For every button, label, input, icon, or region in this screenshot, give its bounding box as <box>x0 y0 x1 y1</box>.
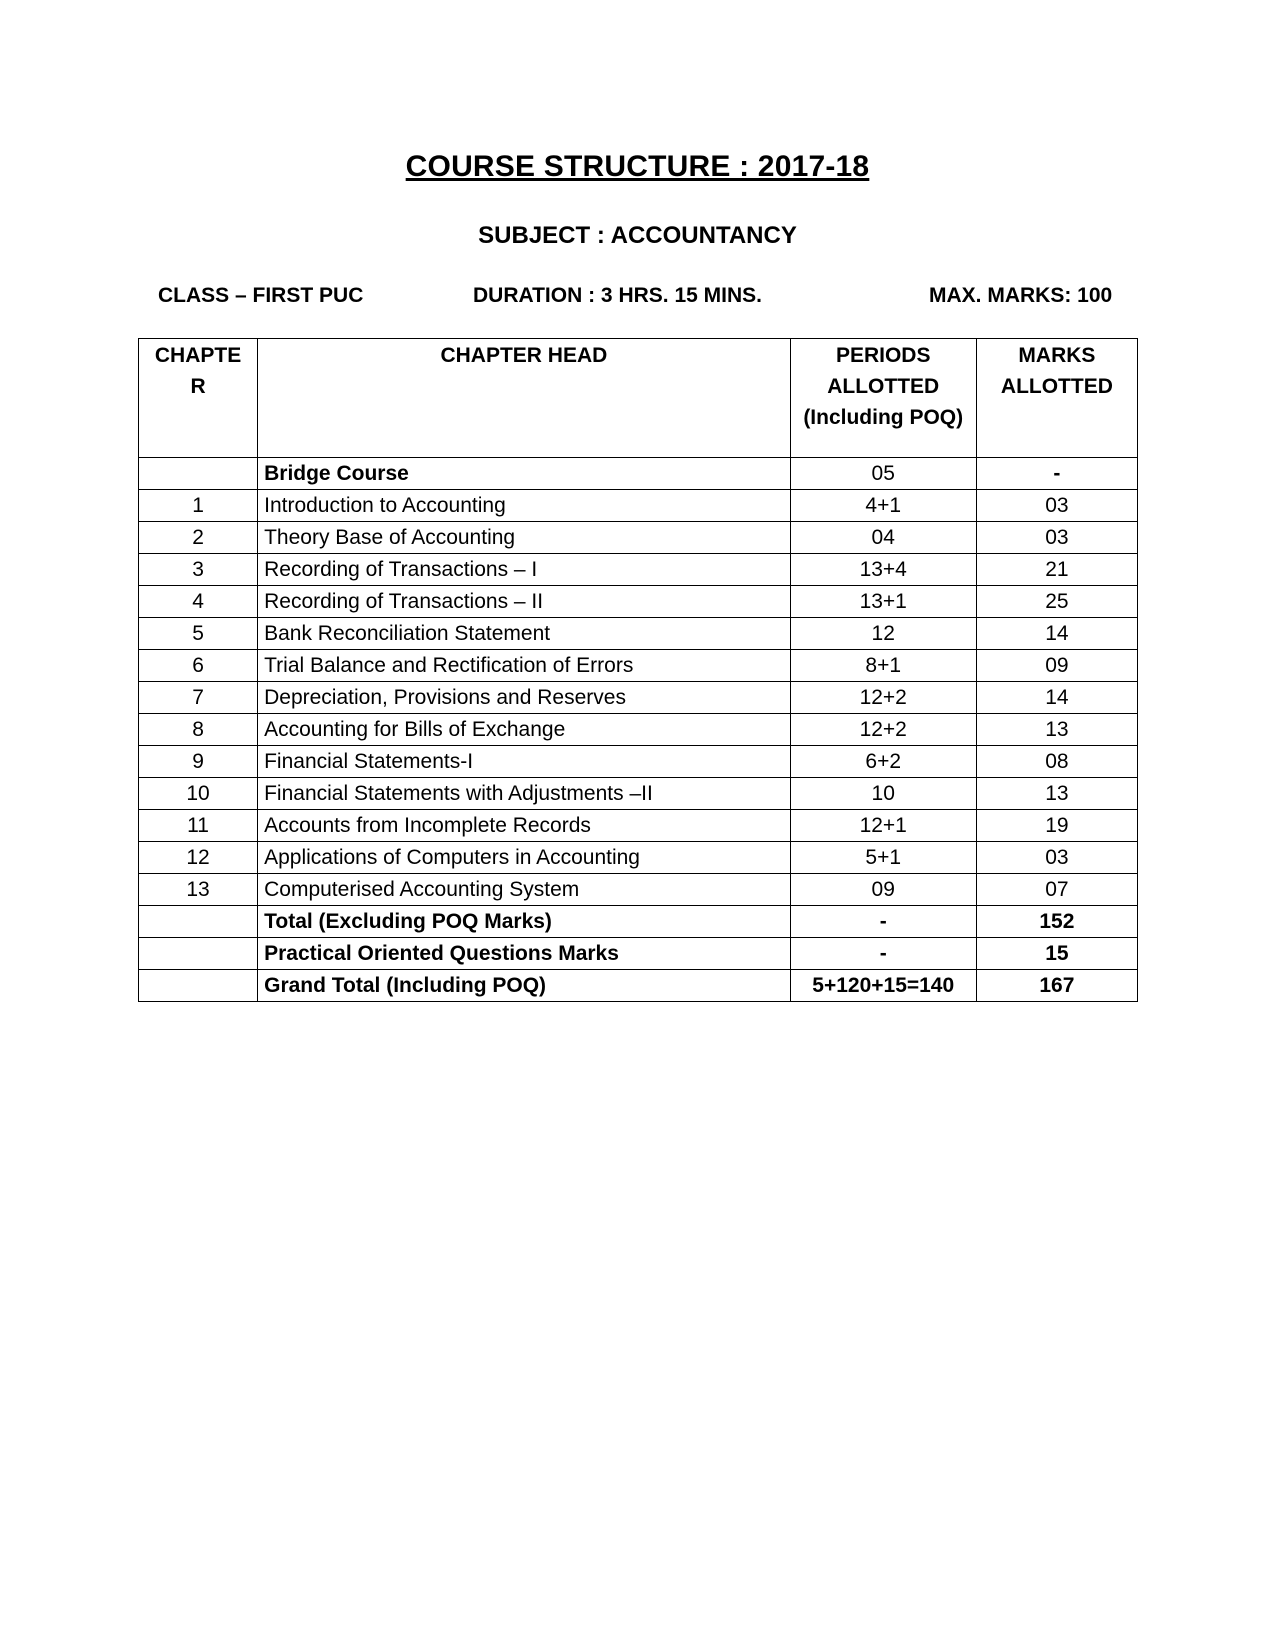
chapter-head: Total (Excluding POQ Marks) <box>258 906 791 938</box>
marks-allotted: 03 <box>976 490 1137 522</box>
chapter-number: 11 <box>139 810 258 842</box>
chapter-head: Introduction to Accounting <box>258 490 791 522</box>
table-row <box>139 746 1138 778</box>
periods-allotted: 12+1 <box>790 810 976 842</box>
periods-allotted: 04 <box>790 522 976 554</box>
poq-marks-row <box>139 938 1138 970</box>
periods-allotted: 05 <box>790 458 976 490</box>
chapter-number: 6 <box>139 650 258 682</box>
marks-allotted: 13 <box>976 714 1137 746</box>
class-label: CLASS – FIRST PUC <box>158 284 364 307</box>
chapter-number: 2 <box>139 522 258 554</box>
chapter-number <box>139 458 258 490</box>
table-row <box>139 714 1138 746</box>
chapter-head: Accounts from Incomplete Records <box>258 810 791 842</box>
marks-allotted: 21 <box>976 554 1137 586</box>
marks-allotted: 152 <box>976 906 1137 938</box>
table-row <box>139 778 1138 810</box>
marks-allotted: 03 <box>976 522 1137 554</box>
chapter-number: 1 <box>139 490 258 522</box>
chapter-number <box>139 906 258 938</box>
total-row <box>139 906 1138 938</box>
chapter-head: Applications of Computers in Accounting <box>258 842 791 874</box>
chapter-head: Trial Balance and Rectification of Errors <box>258 650 791 682</box>
marks-allotted: 167 <box>976 970 1137 1002</box>
chapter-number: 3 <box>139 554 258 586</box>
periods-allotted: - <box>790 906 976 938</box>
marks-allotted: 15 <box>976 938 1137 970</box>
course-structure-table <box>138 338 1138 1002</box>
chapter-head: Practical Oriented Questions Marks <box>258 938 791 970</box>
periods-allotted: 5+1 <box>790 842 976 874</box>
chapter-number: 10 <box>139 778 258 810</box>
marks-allotted: 14 <box>976 618 1137 650</box>
marks-allotted: 13 <box>976 778 1137 810</box>
chapter-number: 13 <box>139 874 258 906</box>
table-row <box>139 554 1138 586</box>
chapter-number: 5 <box>139 618 258 650</box>
chapter-number <box>139 938 258 970</box>
document-title: COURSE STRUCTURE : 2017-18 <box>405 150 870 183</box>
header-marks-allotted: MARKS ALLOTTED <box>976 339 1137 458</box>
chapter-head: Computerised Accounting System <box>258 874 791 906</box>
subject-heading: SUBJECT : ACCOUNTANCY <box>478 222 797 249</box>
table-row <box>139 586 1138 618</box>
table-row <box>139 682 1138 714</box>
table-row <box>139 810 1138 842</box>
table-row <box>139 618 1138 650</box>
table-row <box>139 650 1138 682</box>
header-periods-allotted: PERIODS ALLOTTED (Including POQ) <box>790 339 976 458</box>
table-row <box>139 458 1138 490</box>
chapter-head: Financial Statements-I <box>258 746 791 778</box>
max-marks-label: MAX. MARKS: 100 <box>929 284 1113 307</box>
chapter-number: 12 <box>139 842 258 874</box>
table-row <box>139 490 1138 522</box>
header-chapter-head: CHAPTER HEAD <box>258 339 791 458</box>
periods-allotted: 8+1 <box>790 650 976 682</box>
periods-allotted: 13+4 <box>790 554 976 586</box>
marks-allotted: 07 <box>976 874 1137 906</box>
chapter-head: Bank Reconciliation Statement <box>258 618 791 650</box>
marks-allotted: 19 <box>976 810 1137 842</box>
chapter-head: Depreciation, Provisions and Reserves <box>258 682 791 714</box>
chapter-head: Theory Base of Accounting <box>258 522 791 554</box>
periods-allotted: 13+1 <box>790 586 976 618</box>
chapter-head: Recording of Transactions – II <box>258 586 791 618</box>
marks-allotted: 08 <box>976 746 1137 778</box>
chapter-number: 8 <box>139 714 258 746</box>
header-chapter: CHAPTE R <box>139 339 258 458</box>
chapter-head: Grand Total (Including POQ) <box>258 970 791 1002</box>
table-row <box>139 522 1138 554</box>
periods-allotted: 4+1 <box>790 490 976 522</box>
periods-allotted: 12 <box>790 618 976 650</box>
chapter-head: Bridge Course <box>258 458 791 490</box>
table-header-row <box>139 339 1138 458</box>
marks-allotted: 09 <box>976 650 1137 682</box>
chapter-number: 7 <box>139 682 258 714</box>
chapter-head: Accounting for Bills of Exchange <box>258 714 791 746</box>
chapter-head: Recording of Transactions – I <box>258 554 791 586</box>
periods-allotted: - <box>790 938 976 970</box>
periods-allotted: 6+2 <box>790 746 976 778</box>
marks-allotted: 25 <box>976 586 1137 618</box>
table-row <box>139 842 1138 874</box>
chapter-number <box>139 970 258 1002</box>
grand-total-row <box>139 970 1138 1002</box>
periods-allotted: 10 <box>790 778 976 810</box>
chapter-number: 9 <box>139 746 258 778</box>
chapter-head: Financial Statements with Adjustments –II <box>258 778 791 810</box>
periods-allotted: 12+2 <box>790 682 976 714</box>
periods-allotted: 5+120+15=140 <box>790 970 976 1002</box>
marks-allotted: - <box>976 458 1137 490</box>
periods-allotted: 09 <box>790 874 976 906</box>
periods-allotted: 12+2 <box>790 714 976 746</box>
table-row <box>139 874 1138 906</box>
duration-label: DURATION : 3 HRS. 15 MINS. <box>473 284 762 307</box>
chapter-number: 4 <box>139 586 258 618</box>
marks-allotted: 03 <box>976 842 1137 874</box>
marks-allotted: 14 <box>976 682 1137 714</box>
